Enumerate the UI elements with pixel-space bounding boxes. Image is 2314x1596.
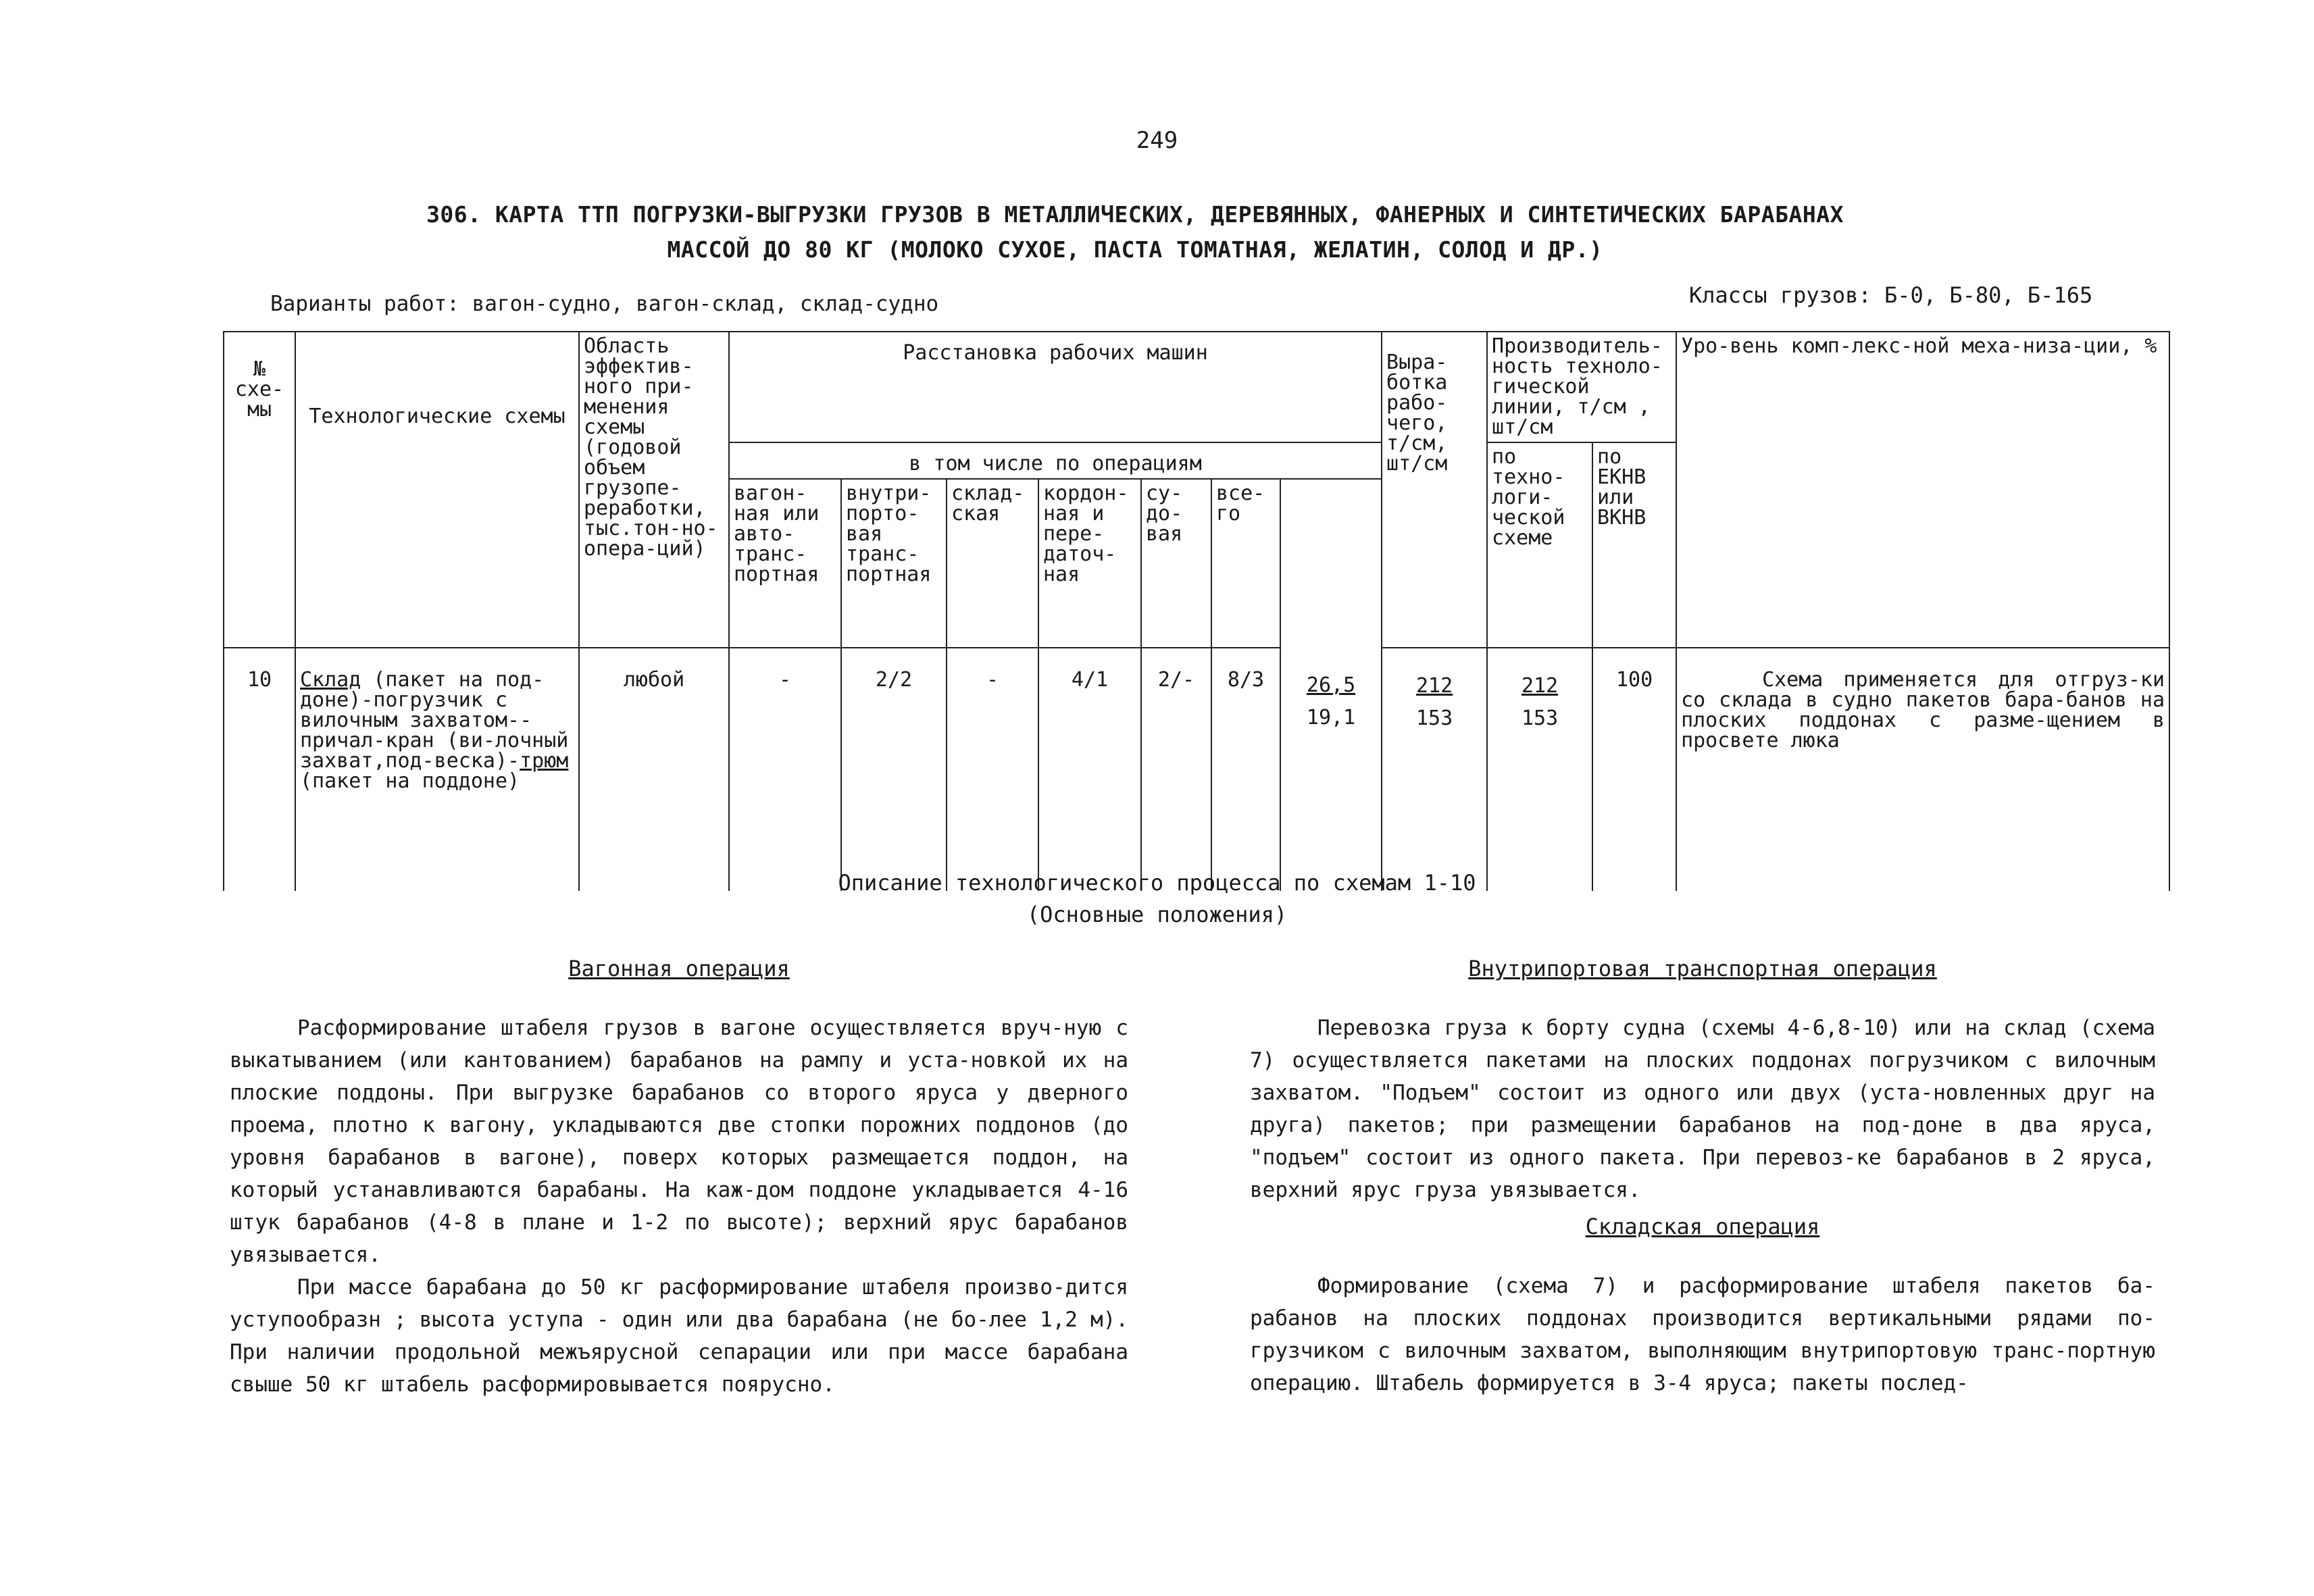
header-technological-schemes: Технологические схемы <box>295 332 579 648</box>
row-scheme-number: 10 <box>224 648 295 891</box>
right-column <box>1250 952 2155 1399</box>
output-pieces: 19,1 <box>1306 706 1356 729</box>
page-title-line-2: МАССОЙ ДО 80 КГ (МОЛОКО СУХОЕ, ПАСТА ТОМАТНАЯ, ЖЕЛАТИН, СОЛОД И ДР.) <box>667 236 1603 263</box>
header-machine-placement: Расстановка рабочих машин <box>729 332 1382 442</box>
inport-operation-heading: Внутрипортовая транспортная операция <box>1468 956 1937 981</box>
cargo-classes: Классы грузов: Б-0, Б-80, Б-165 <box>1689 282 2093 308</box>
header-worker-output: Выра-ботка рабо-чего, т/см, шт/см <box>1382 332 1487 648</box>
output-tons: 26,5 <box>1306 673 1356 697</box>
header-by-operations: в том числе по операциям <box>729 442 1382 479</box>
wagon-operation-paragraph-2: При массе барабана до 50 кг расформирование штабеля произво-дится уступообразн ; высота уступа - один или два барабана (не бо-лее 1,2 м). При наличии продольной межъярусной сепарации или при массе барабана свыше 50 кг штабель расформировывается поярусно. <box>230 1275 1128 1397</box>
row-worker-output <box>1280 648 1382 891</box>
table-row <box>224 648 2169 891</box>
scheme-tail-text: (пакет на поддоне) <box>300 769 520 793</box>
row-application-area: любой <box>579 648 729 891</box>
inport-operation-paragraph: Перевозка груза к борту судна (схемы 4-6,8-10) или на склад (схема 7) осуществляется пакетами на плоских поддонах погрузчиком с вилочным захватом. "Подъем" состоит из одного или двух (уста-новленных друг на друга) пакетов; при размещении барабанов на под-доне в два яруса, "подъем" состоит из одного пакета. При перевоз-ке барабанов в 2 яруса, верхний ярус груза увязывается. <box>1250 1016 2155 1202</box>
row-productivity-scheme <box>1382 648 1487 891</box>
ttp-table <box>223 331 2170 891</box>
productivity-ekhv-pieces: 153 <box>1521 706 1559 730</box>
left-column <box>230 952 1128 1401</box>
row-warehouse-operation: - <box>947 648 1038 891</box>
row-ship-operation: 2/- <box>1141 648 1211 891</box>
row-mechanization-level: 100 <box>1592 648 1676 891</box>
header-application-area: Область эффектив-ного при-менения схемы (годовой объем грузопе-реработки, тыс.тон-но-опера-ций) <box>579 332 729 648</box>
header-by-ekhv: по ЕКНВ или ВКНВ <box>1592 442 1676 648</box>
header-total: все-го <box>1211 479 1280 648</box>
row-wagon-operation: - <box>729 648 841 891</box>
header-line-productivity: Производитель-ность техноло-гической линии, т/см , шт/см <box>1487 332 1676 442</box>
productivity-scheme-tons: 212 <box>1415 674 1453 698</box>
warehouse-operation-paragraph: Формирование (схема 7) и расформирование штабеля пакетов ба-рабанов на плоских поддонах производится вертикальными рядами по-грузчиком с вилочным захватом, выполняющим внутрипортовую транс-портную операцию. Штабель формируется в 3-4 яруса; пакеты послед- <box>1250 1274 2155 1395</box>
header-cordon-operation: кордон-ная и пере-даточ-ная <box>1038 479 1141 648</box>
page-title-line-1: 306. КАРТА ТТП ПОГРУЗКИ-ВЫГРУЗКИ ГРУЗОВ В МЕТАЛЛИЧЕСКИХ, ДЕРЕВЯННЫХ, ФАНЕРНЫХ И СИНТЕТИЧЕСКИХ БАРАБАНАХ <box>426 201 1844 228</box>
description-subtitle: (Основные положения) <box>1026 902 1288 927</box>
wagon-operation-heading: Вагонная операция <box>568 956 790 981</box>
work-variants: Варианты работ: вагон-судно, вагон-склад, склад-судно <box>270 292 939 316</box>
scheme-middle-text: (пакет на под-доне)-погрузчик с вилочным захватом--причал-кран (ви-лочный захват,под-веска)- <box>300 668 569 773</box>
header-scheme-number: № схе-мы <box>224 332 295 648</box>
row-cordon-operation: 4/1 <box>1038 648 1141 891</box>
productivity-scheme-pieces: 153 <box>1415 706 1453 730</box>
row-scheme-purpose: Схема применяется для отгруз-ки со склада в судно пакетов бара-банов на плоских поддонах с разме-щением в просвете люка <box>1676 648 2169 891</box>
header-by-tech-scheme: по техно-логи-ческой схеме <box>1487 442 1592 648</box>
row-productivity-ekhv <box>1487 648 1592 891</box>
header-wagon-operation: вагон-ная или авто-транс-портная <box>729 479 841 648</box>
scheme-start-label: Склад <box>300 668 361 692</box>
row-inport-operation: 2/2 <box>841 648 947 891</box>
productivity-ekhv-tons: 212 <box>1521 674 1559 698</box>
description-title: Описание технологического процесса по схемам 1-10 <box>838 870 1476 896</box>
wagon-operation-paragraph-1: Расформирование штабеля грузов в вагоне осуществляется вруч-ную с выкатыванием (или кантованием) барабанов на рампу и уста-новкой их на плоские поддоны. При выгрузке барабанов со второго яруса у дверного проема, плотно к вагону, укладываются две стопки порожних поддонов (до уровня барабанов в вагоне), поверх которых размещается поддон, на который устанавливаются барабаны. На каж-дом поддоне укладывается 4-16 штук барабанов (4-8 в плане и 1-2 по высоте); верхний ярус барабанов увязывается. <box>230 1016 1128 1267</box>
row-total: 8/3 <box>1211 648 1280 891</box>
scheme-end-label: трюм <box>520 749 569 773</box>
header-warehouse-operation: склад-ская <box>947 479 1038 648</box>
header-mechanization-level: Уро-вень комп-лекс-ной меха-низа-ции, % <box>1676 332 2169 648</box>
header-inport-operation: внутри-порто-вая транс-портная <box>841 479 947 648</box>
warehouse-operation-heading: Складская операция <box>1585 1214 1820 1239</box>
page-number: 249 <box>1136 127 1178 154</box>
header-ship-operation: су-до-вая <box>1141 479 1211 648</box>
row-scheme-description <box>295 648 579 891</box>
